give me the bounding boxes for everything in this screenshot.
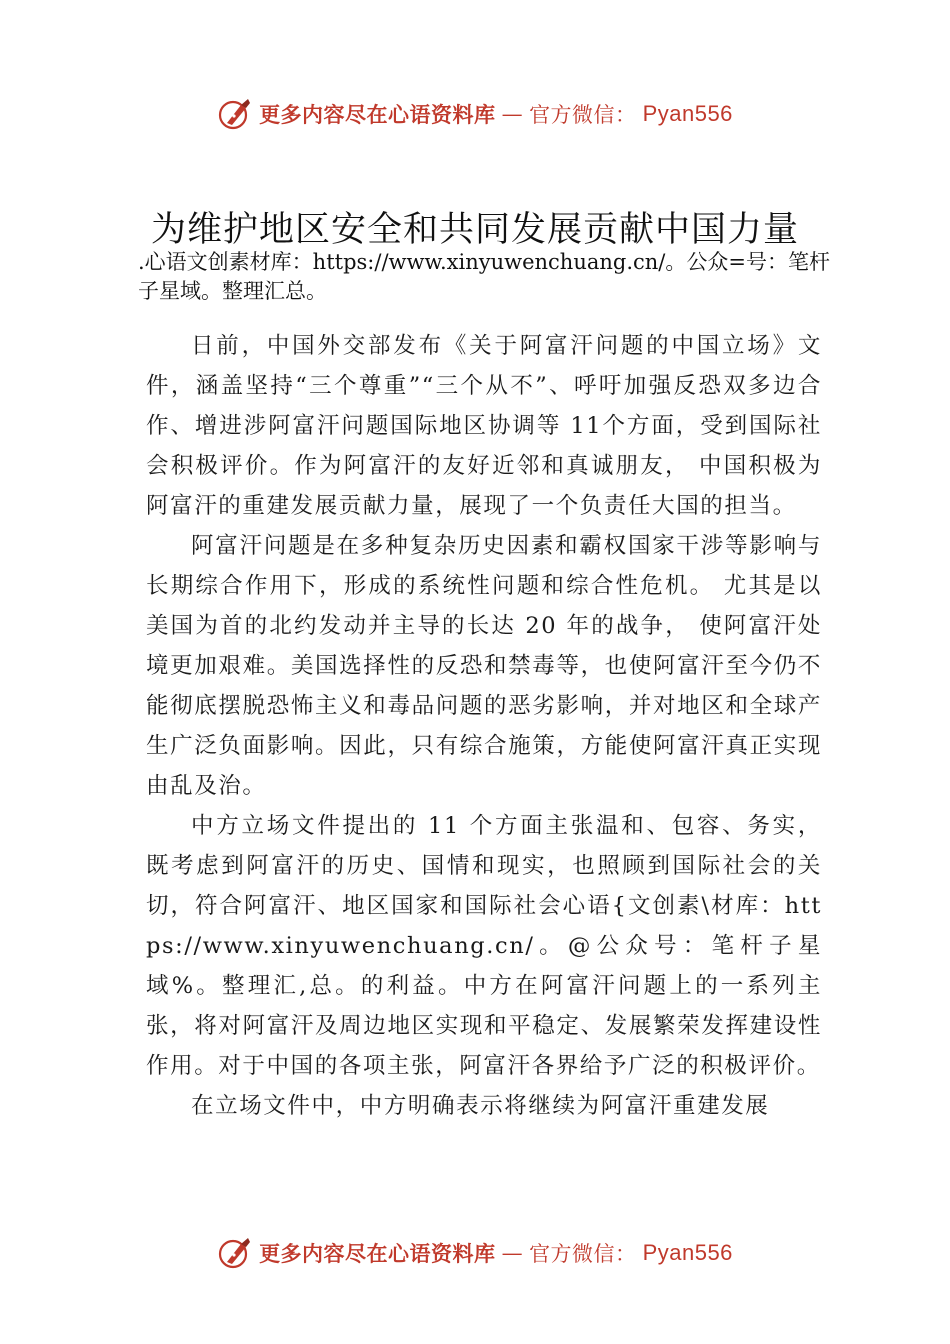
document-body (146, 326, 822, 1126)
footer-wechat-label: 官方微信： (529, 1242, 637, 1266)
header-banner (0, 94, 950, 134)
banner-wechat-label: 官方微信： (529, 103, 637, 127)
document-title: 为维护地区安全和共同发展贡献中国力量 (150, 210, 799, 250)
banner-main-text: 更多内容尽在心语资料库 (259, 102, 496, 127)
pen-nib-circle-icon (217, 1235, 253, 1271)
pen-nib-circle-icon (217, 96, 253, 132)
footer-banner (0, 1233, 950, 1273)
banner-dash: — (501, 102, 524, 126)
paragraph-3: 中方立场文件提出的 11 个方面主张温和、包容、务实， 既考虑到阿富汗的历史、国情和现实，也照顾到国际社会的关切，符合阿富汗、地区国家和国际社会心语{文创素\材库：https://www.xinyuwenchuang.cn/。@公众号：笔杆子星域%。整理汇,总。的利益。中方在阿富汗问题上的一系列主张，将对阿富汗及周边地区实现和平稳定、发展繁荣发挥建设性作用。对于中国的各项主张，阿富汗各界给予广泛的积极评价。 (146, 813, 822, 1079)
footer-wechat-id: Pyan556 (642, 1240, 733, 1265)
paragraph-2: 阿富汗问题是在多种复杂历史因素和霸权国家干涉等影响与长期综合作用下，形成的系统性问题和综合性危机。 尤其是以美国为首的北约发动并主导的长达 20 年的战争， 使阿富汗处境更加艰难。美国选择性的反恐和禁毒等，也使阿富汗至今仍不能彻底摆脱恐怖主义和毒品问题的恶劣影响，并对地区和全球产生广泛负面影响。因此，只有综合施策，方能使阿富汗真正实现由乱及治。 (146, 533, 822, 799)
paragraph-1: 日前，中国外交部发布《关于阿富汗问题的中国立场》文件，涵盖坚持“三个尊重”“三个从不”、呼吁加强反恐双多边合作、增进涉阿富汗问题国际地区协调等 11个方面，受到国际社会积极评价。作为阿富汗的友好近邻和真诚朋友， 中国积极为阿富汗的重建发展贡献力量，展现了一个负责任大国的担当。 (146, 333, 822, 519)
footer-main-text: 更多内容尽在心语资料库 (259, 1241, 496, 1266)
footer-dash: — (501, 1241, 524, 1265)
banner-wechat-id: Pyan556 (642, 101, 733, 126)
source-note: .心语文创素材库：https://www.xinyuwenchuang.cn/。公众=号：笔杆子星域。整理汇总。 (138, 250, 830, 303)
paragraph-4: 在立场文件中，中方明确表示将继续为阿富汗重建发展 (191, 1093, 770, 1119)
